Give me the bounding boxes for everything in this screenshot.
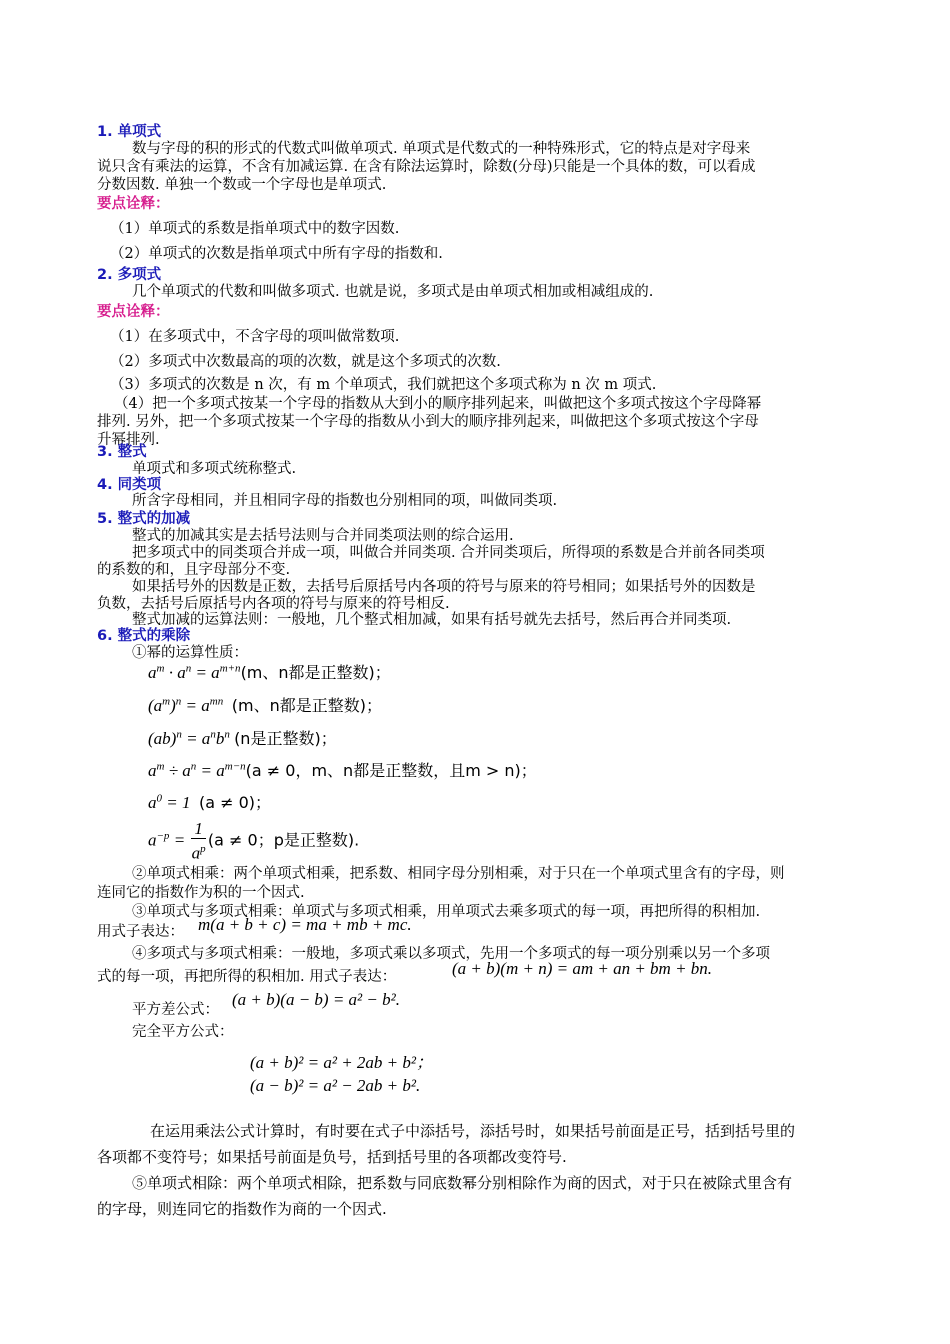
s4-line-1: 所含字母相同，并且相同字母的指数也分别相同的项，叫做同类项. — [132, 493, 558, 509]
s6-p4-line-1: ④多项式与多项式相乘：一般地，多项式乘以多项式，先用一个多项式的每一项分别乘以另一个多项 — [132, 946, 770, 962]
formula-6-condition: (a ≠ 0；p是正整数). — [207, 830, 360, 850]
formula-power-quotient: $a^m \div a^n = a^{m-n}(a \ne 0$，m、n都是正整数，且m > n)； — [148, 760, 537, 780]
formula-power-of-power: $(a^m)^n = a^{mn}$ (m、n都是正整数)； — [148, 695, 382, 715]
formula-negative-power: $a^{-p}$ = $\frac{1}{a^p}$ (a ≠ 0；p是正整数). — [148, 819, 360, 863]
s1-line-3: 分数因数. 单独一个数或一个字母也是单项式. — [97, 177, 387, 193]
section-5-title: 5. 整式的加减 — [97, 511, 191, 527]
s5-line-5: 负数，去括号后原括号内各项的符号与原来的符号相反. — [97, 596, 450, 612]
formula-product-power: $(ab)^n = a^nb^n$ (n是正整数)； — [148, 728, 337, 748]
s5-line-1: 整式的加减其实是去括号法则与合并同类项法则的综合运用. — [132, 528, 514, 544]
s6-p2-line-1: ②单项式相乘：两个单项式相乘，把系数、相同字母分别相乘，对于只在一个单项式里含有的字母，则 — [132, 866, 785, 882]
formula-4-condition: (a ≠ 0，m、n都是正整数，且m > n)； — [245, 761, 537, 780]
s6-p2-line-2: 连同它的指数作为积的一个因式. — [97, 885, 305, 901]
formula-perfect-square-minus: (a − b)² = a² − 2ab + b². — [250, 1076, 421, 1095]
section-1-title: 1. 单项式 — [97, 124, 162, 140]
s5-line-3: 的系数的和，且字母部分不变. — [97, 562, 291, 578]
s6-p3-line-1: ③单项式与多项式相乘：单项式与多项式相乘，用单项式去乘多项式的每一项，再把所得的积相加. — [132, 904, 761, 920]
s1-key-label: 要点诠释： — [97, 196, 170, 212]
s3-line-1: 单项式和多项式统称整式. — [132, 461, 297, 477]
section-4-title: 4. 同类项 — [97, 477, 162, 493]
s2-note-2: （2）多项式中次数最高的项的次数，就是这个多项式的次数. — [110, 354, 501, 370]
s5-line-2: 把多项式中的同类项合并成一项，叫做合并同类项. 合并同类项后，所得项的系数是合并前各同类项 — [132, 545, 765, 561]
s1-note-2: （2）单项式的次数是指单项式中所有字母的指数和. — [110, 246, 443, 262]
formula-square-difference: (a + b)(a − b) = a² − b². — [232, 990, 400, 1009]
s6-p5-line-1: 在运用乘法公式计算时，有时要在式子中添括号，添括号时，如果括号前面是正号，括到括号里的 — [150, 1122, 796, 1140]
s6-intro: ①幂的运算性质： — [132, 645, 248, 661]
formula-power-product: $a^m \cdot a^n = a^{m+n}(m$、n都是正整数)； — [148, 662, 391, 682]
formula-perfect-square-plus: (a + b)² = a² + 2ab + b²； — [250, 1053, 433, 1072]
section-6-title: 6. 整式的乘除 — [97, 628, 191, 644]
s2-note-4: （4）把一个多项式按某一个字母的指数从大到小的顺序排列起来，叫做把这个多项式按这个字母降幂 — [114, 396, 762, 412]
s2-note-5: 排列. 另外，把一个多项式按某一个字母的指数从小到大的顺序排列起来，叫做把这个多项式按这个字母 — [97, 414, 759, 430]
formula-polynomial-polynomial: (a + b)(m + n) = am + an + bm + bn. — [452, 959, 713, 978]
formula-2-condition: (m、n都是正整数)； — [231, 696, 382, 715]
s6-p4-line-2: 式的每一项，再把所得的积相加. 用式子表达： — [97, 969, 397, 985]
formula-3-condition: (n是正整数)； — [234, 729, 337, 748]
s2-key-label: 要点诠释： — [97, 304, 170, 320]
s6-p3-line-2: 用式子表达： — [97, 924, 184, 940]
section-2-title: 2. 多项式 — [97, 267, 162, 283]
formula-1-condition: (m、n都是正整数)； — [240, 663, 391, 682]
s2-line-1: 几个单项式的代数和叫做多项式. 也就是说，多项式是由单项式相加或相减组成的. — [132, 284, 654, 300]
s2-note-6: 升幂排列. — [97, 432, 160, 448]
s5-line-6: 整式加减的运算法则：一般地，几个整式相加减，如果有括号就先去括号，然后再合并同类项. — [132, 612, 732, 628]
s6-p5-line-2: 各项都不变符号；如果括号前面是负号，括到括号里的各项都改变符号. — [97, 1148, 567, 1166]
s6-p6-line-2: 的字母，则连同它的指数作为商的一个因式. — [97, 1200, 387, 1218]
s1-line-2: 说只含有乘法的运算，不含有加减运算. 在含有除法运算时，除数(分母)只能是一个具体的数，可以看成 — [97, 159, 756, 175]
fraction: $\frac{1}{a^p}$ — [191, 819, 206, 863]
s1-line-1: 数与字母的积的形式的代数式叫做单项式. 单项式是代数式的一种特殊形式，它的特点是对字母来 — [132, 141, 751, 157]
s2-note-3: （3）多项式的次数是 n 次，有 m 个单项式，我们就把这个多项式称为 n 次 m 项式. — [110, 377, 657, 393]
s2-note-1: （1）在多项式中，不含字母的项叫做常数项. — [110, 329, 400, 345]
s5-line-4: 如果括号外的因数是正数，去括号后原括号内各项的符号与原来的符号相同；如果括号外的因数是 — [132, 579, 756, 595]
formula-5-condition: (a ≠ 0)； — [198, 793, 272, 812]
formula-zero-power: $a^0 = 1$ (a ≠ 0)； — [148, 792, 272, 812]
s1-note-1: （1）单项式的系数是指单项式中的数字因数. — [110, 221, 400, 237]
formula-monomial-polynomial: m(a + b + c) = ma + mb + mc. — [198, 915, 412, 934]
s6-p6-line-1: ⑤单项式相除：两个单项式相除，把系数与同底数幂分别相除作为商的因式，对于只在被除式里含有 — [132, 1174, 793, 1192]
square-difference-label: 平方差公式： — [132, 1002, 219, 1018]
perfect-square-label: 完全平方公式： — [132, 1024, 234, 1040]
section-3-title: 3. 整式 — [97, 444, 147, 460]
